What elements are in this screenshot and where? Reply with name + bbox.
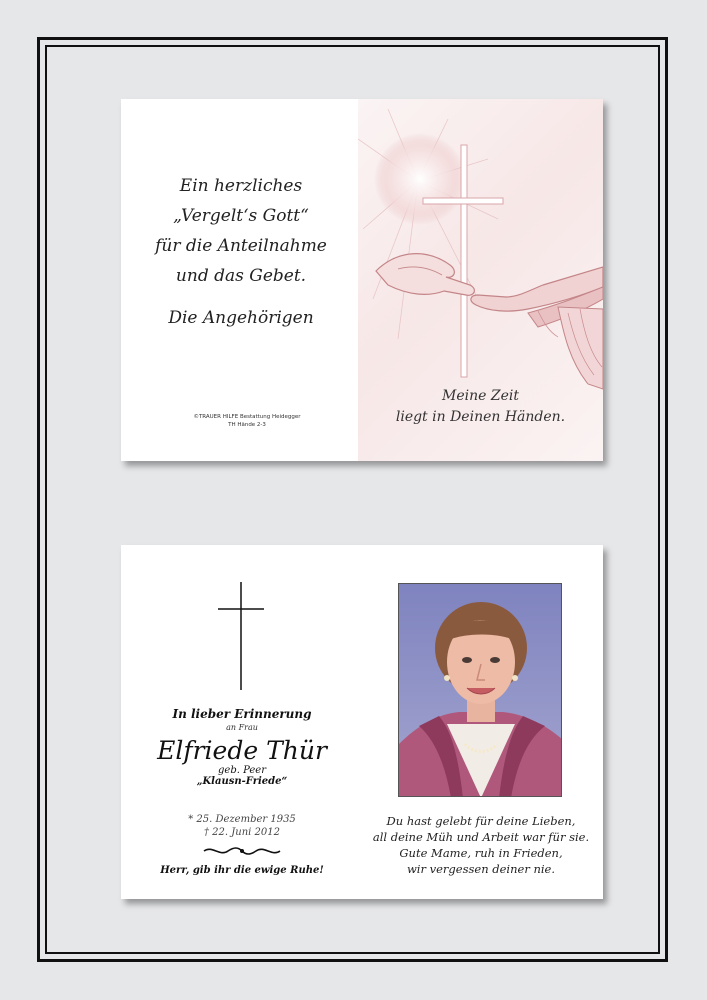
life-dates <box>121 813 363 839</box>
memorial-heading <box>121 707 363 787</box>
cross-hands-illustration <box>358 99 603 461</box>
cross-icon <box>218 582 264 690</box>
family-signature: Die Angehörigen <box>168 308 314 328</box>
publisher-credit <box>177 413 317 429</box>
address-line: an Frau <box>226 723 258 732</box>
verse-line: Du hast gelebt für deine Lieben, <box>386 814 576 828</box>
birth-date: * 25. Dezember 1935 <box>188 814 296 825</box>
thanks-text <box>121 171 361 333</box>
credit-line: ©TRAUER HILFE Bestattung Heidegger <box>193 414 301 420</box>
portrait-photo <box>398 583 562 797</box>
verse-line: wir vergessen deiner nie. <box>406 862 556 876</box>
thanks-line: „Vergelt‘s Gott“ <box>173 206 309 226</box>
verse-line: all deine Müh und Arbeit war für sie. <box>372 830 590 844</box>
thanks-line: und das Gebet. <box>175 266 307 286</box>
thanks-line: Ein herzliches <box>179 176 303 196</box>
memorial-verse <box>363 813 599 877</box>
quote-line: Meine Zeit <box>442 388 519 404</box>
thanks-line: für die Anteilnahme <box>155 236 327 256</box>
quote-line: liegt in Deinen Händen. <box>395 409 566 425</box>
verse-line: Gute Mame, ruh in Frieden, <box>399 846 563 860</box>
ornament-divider <box>202 845 282 857</box>
nickname: „Klausn-Friede“ <box>196 776 288 787</box>
memorial-card <box>121 545 603 899</box>
death-date: † 22. Juni 2012 <box>204 827 280 838</box>
deceased-name: Elfriede Thür <box>157 736 327 765</box>
credit-line: TH Hände 2-3 <box>228 422 266 428</box>
scripture-quote <box>358 386 603 428</box>
maiden-name: geb. Peer <box>218 765 266 776</box>
portrait-image <box>399 584 562 797</box>
prayer-line: Herr, gib ihr die ewige Ruhe! <box>160 865 324 876</box>
thanks-card <box>121 99 603 461</box>
memory-title: In lieber Erinnerung <box>172 707 312 721</box>
